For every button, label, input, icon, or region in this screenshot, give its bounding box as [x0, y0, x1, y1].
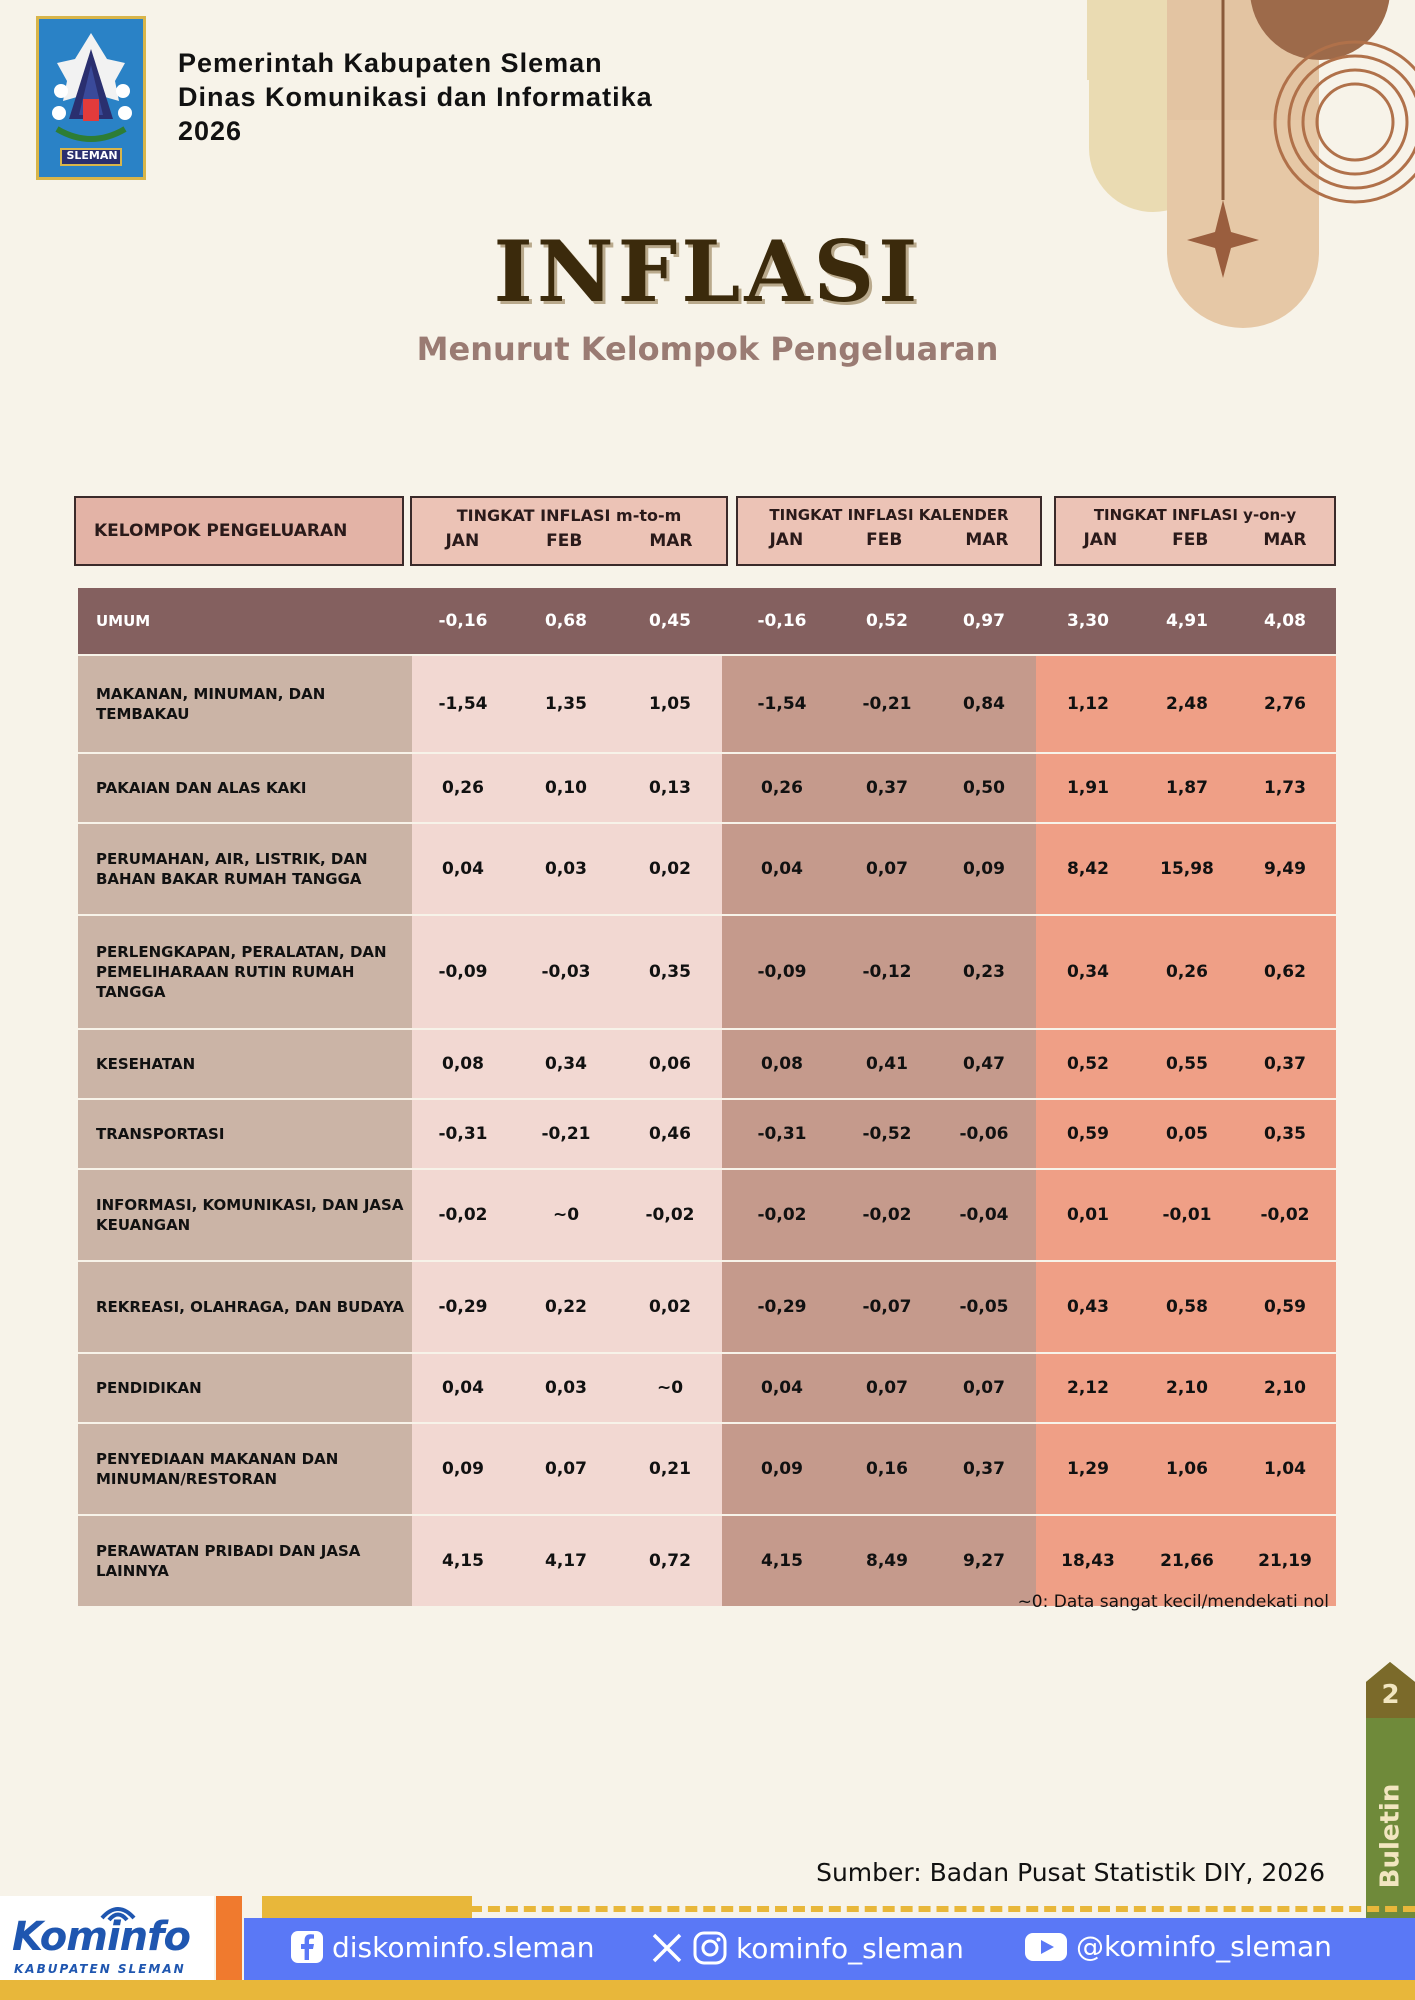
- table-cell: 0,04: [412, 1353, 514, 1423]
- facebook-handle: diskominfo.sleman: [332, 1930, 595, 1964]
- month-label: JAN: [1083, 530, 1118, 550]
- table-cell: -0,02: [618, 1169, 722, 1261]
- table-cell: 0,04: [412, 823, 514, 915]
- table-cell: 15,98: [1140, 823, 1234, 915]
- table-cell: 1,06: [1140, 1423, 1234, 1515]
- table-row: [78, 1261, 1336, 1353]
- row-label: TRANSPORTASI: [78, 1099, 412, 1169]
- table-cell: -1,54: [722, 655, 842, 753]
- table-row: [78, 1029, 1336, 1099]
- table-cell: 0,08: [412, 1029, 514, 1099]
- table-cell: 0,47: [932, 1029, 1036, 1099]
- table-cell: -0,02: [412, 1169, 514, 1261]
- table-cell: 18,43: [1036, 1515, 1140, 1607]
- month-label: MAR: [1263, 530, 1307, 550]
- logo-text: SLEMAN: [66, 149, 118, 162]
- table-cell: 0,22: [514, 1261, 618, 1353]
- table-cell: -0,06: [932, 1099, 1036, 1169]
- table-cell: -0,07: [842, 1261, 932, 1353]
- kominfo-subtext: KABUPATEN SLEMAN: [14, 1962, 186, 1976]
- table-cell: 0,08: [722, 1029, 842, 1099]
- table-cell: -0,02: [722, 1169, 842, 1261]
- table-cell: 0,07: [932, 1353, 1036, 1423]
- table-cell: 0,59: [1234, 1261, 1336, 1353]
- table-cell: ~0: [618, 1353, 722, 1423]
- row-label: PENYEDIAAN MAKANAN DAN MINUMAN/RESTORAN: [78, 1423, 412, 1515]
- bulletin-number: 2: [1381, 1680, 1400, 1710]
- table-cell: -0,21: [514, 1099, 618, 1169]
- table-cell: -0,04: [932, 1169, 1036, 1261]
- table-cell: -0,09: [412, 915, 514, 1029]
- month-label: JAN: [769, 530, 804, 550]
- table-cell: -0,02: [842, 1169, 932, 1261]
- table-cell: 4,17: [514, 1515, 618, 1607]
- table-cell: 0,34: [514, 1029, 618, 1099]
- header-group-yoy: [1054, 496, 1336, 566]
- table-cell: 1,12: [1036, 655, 1140, 753]
- table-cell: 8,49: [842, 1515, 932, 1607]
- header-group-mtm: [410, 496, 728, 566]
- table-cell: -0,31: [412, 1099, 514, 1169]
- table-cell: 0,05: [1140, 1099, 1234, 1169]
- row-label: PAKAIAN DAN ALAS KAKI: [78, 753, 412, 823]
- table-cell: -0,16: [722, 588, 842, 655]
- group-title: TINGKAT INFLASI y-on-y: [1093, 506, 1297, 524]
- month-label: FEB: [1172, 530, 1209, 550]
- table-cell: 4,15: [722, 1515, 842, 1607]
- table-cell: 0,37: [842, 753, 932, 823]
- table-cell: 4,15: [412, 1515, 514, 1607]
- table-cell: 0,03: [514, 1353, 618, 1423]
- table-cell: 1,35: [514, 655, 618, 753]
- kominfo-text: Kominfo: [12, 1914, 191, 1960]
- inflation-table: [78, 588, 1336, 1608]
- youtube-icon: [1024, 1931, 1068, 1963]
- table-cell: 0,58: [1140, 1261, 1234, 1353]
- table-cell: 0,09: [722, 1423, 842, 1515]
- table-cell: 4,91: [1140, 588, 1234, 655]
- table-cell: 9,27: [932, 1515, 1036, 1607]
- table-cell: -0,01: [1140, 1169, 1234, 1261]
- table-row: [78, 1353, 1336, 1423]
- table-cell: 21,19: [1234, 1515, 1336, 1607]
- row-label: PENDIDIKAN: [78, 1353, 412, 1423]
- instagram-icon: [692, 1930, 728, 1966]
- table-cell: -0,52: [842, 1099, 932, 1169]
- footnote: ~0: Data sangat kecil/mendekati nol: [1017, 1592, 1329, 1612]
- table-cell: 0,97: [932, 588, 1036, 655]
- table-row-umum: [78, 588, 1336, 655]
- table-cell: 8,42: [1036, 823, 1140, 915]
- x-instagram-link[interactable]: [650, 1930, 964, 1966]
- row-label: UMUM: [78, 588, 412, 655]
- table-cell: -0,21: [842, 655, 932, 753]
- footer-orange-bar: [216, 1896, 242, 1980]
- row-label: INFORMASI, KOMUNIKASI, DAN JASA KEUANGAN: [78, 1169, 412, 1261]
- row-label: REKREASI, OLAHRAGA, DAN BUDAYA: [78, 1261, 412, 1353]
- table-cell: -1,54: [412, 655, 514, 753]
- table-cell: 0,55: [1140, 1029, 1234, 1099]
- header-group-kalender: [736, 496, 1042, 566]
- table-cell: 0,16: [842, 1423, 932, 1515]
- table-cell: 9,49: [1234, 823, 1336, 915]
- row-label: PERAWATAN PRIBADI DAN JASA LAINNYA: [78, 1515, 412, 1607]
- table-cell: 0,72: [618, 1515, 722, 1607]
- table-cell: 2,48: [1140, 655, 1234, 753]
- table-cell: 0,45: [618, 588, 722, 655]
- table-cell: 0,52: [842, 588, 932, 655]
- header-org: [178, 46, 653, 148]
- table-cell: 0,02: [618, 1261, 722, 1353]
- table-cell: 0,37: [932, 1423, 1036, 1515]
- table-cell: 0,68: [514, 588, 618, 655]
- header-line-1: Pemerintah Kabupaten Sleman: [178, 48, 603, 78]
- table-cell: 0,01: [1036, 1169, 1140, 1261]
- table-cell: 0,52: [1036, 1029, 1140, 1099]
- month-label: FEB: [546, 531, 583, 551]
- table-cell: 0,84: [932, 655, 1036, 753]
- table-cell: 0,50: [932, 753, 1036, 823]
- source-text: Sumber: Badan Pusat Statistik DIY, 2026: [816, 1858, 1325, 1887]
- row-label: KESEHATAN: [78, 1029, 412, 1099]
- table-cell: -0,12: [842, 915, 932, 1029]
- table-row: [78, 823, 1336, 915]
- bulletin-label-wrap: [1366, 1756, 1415, 1916]
- table-cell: -0,29: [722, 1261, 842, 1353]
- table-cell: 0,13: [618, 753, 722, 823]
- table-cell: 0,07: [514, 1423, 618, 1515]
- footer-bottom-bar: [0, 1980, 1415, 2000]
- table-cell: 0,09: [932, 823, 1036, 915]
- table-cell: 0,07: [842, 823, 932, 915]
- header-kelompok: KELOMPOK PENGELUARAN: [74, 496, 404, 566]
- table-cell: 1,91: [1036, 753, 1140, 823]
- table-cell: -0,09: [722, 915, 842, 1029]
- table-row: [78, 753, 1336, 823]
- table-cell: 0,10: [514, 753, 618, 823]
- table-cell: 2,10: [1140, 1353, 1234, 1423]
- month-label: JAN: [445, 531, 480, 551]
- table-cell: 21,66: [1140, 1515, 1234, 1607]
- table-row: [78, 655, 1336, 753]
- table-row: [78, 1169, 1336, 1261]
- x-icon: [650, 1931, 684, 1965]
- table-cell: 0,41: [842, 1029, 932, 1099]
- row-label: PERUMAHAN, AIR, LISTRIK, DAN BAHAN BAKAR RUMAH TANGGA: [78, 823, 412, 915]
- table-cell: 2,10: [1234, 1353, 1336, 1423]
- table-cell: 1,05: [618, 655, 722, 753]
- table-cell: 0,23: [932, 915, 1036, 1029]
- table-cell: 3,30: [1036, 588, 1140, 655]
- table-cell: 0,46: [618, 1099, 722, 1169]
- table-cell: 0,35: [618, 915, 722, 1029]
- table-cell: 1,87: [1140, 753, 1234, 823]
- table-cell: 0,09: [412, 1423, 514, 1515]
- table-cell: 0,21: [618, 1423, 722, 1515]
- table-cell: 0,34: [1036, 915, 1140, 1029]
- table-cell: ~0: [514, 1169, 618, 1261]
- table-cell: 0,37: [1234, 1029, 1336, 1099]
- table-cell: 0,26: [412, 753, 514, 823]
- table-cell: 0,04: [722, 1353, 842, 1423]
- facebook-link[interactable]: [290, 1930, 594, 1964]
- table-cell: 2,12: [1036, 1353, 1140, 1423]
- table-cell: 0,26: [722, 753, 842, 823]
- table-cell: -0,05: [932, 1261, 1036, 1353]
- table-cell: 0,07: [842, 1353, 932, 1423]
- table-cell: 0,04: [722, 823, 842, 915]
- table-cell: 0,35: [1234, 1099, 1336, 1169]
- header-line-2: Dinas Komunikasi dan Informatika: [178, 82, 653, 112]
- x-instagram-handle: kominfo_sleman: [736, 1931, 964, 1965]
- month-label: MAR: [649, 531, 693, 551]
- table-cell: 0,26: [1140, 915, 1234, 1029]
- bulletin-label: Buletin: [1375, 1783, 1406, 1889]
- footer-dash-line: [470, 1906, 1415, 1912]
- header-line-3: 2026: [178, 116, 243, 146]
- table-cell: -0,29: [412, 1261, 514, 1353]
- table-cell: -0,03: [514, 915, 618, 1029]
- table-cell: 1,04: [1234, 1423, 1336, 1515]
- row-label: MAKANAN, MINUMAN, DAN TEMBAKAU: [78, 655, 412, 753]
- table-cell: 0,06: [618, 1029, 722, 1099]
- table-cell: 0,43: [1036, 1261, 1140, 1353]
- table-cell: 0,03: [514, 823, 618, 915]
- month-label: FEB: [866, 530, 903, 550]
- table-row: [78, 1423, 1336, 1515]
- page-subtitle: Menurut Kelompok Pengeluaran: [416, 330, 999, 368]
- row-label: PERLENGKAPAN, PERALATAN, DAN PEMELIHARAAN RUTIN RUMAH TANGGA: [78, 915, 412, 1029]
- table-cell: 0,59: [1036, 1099, 1140, 1169]
- table-cell: 1,73: [1234, 753, 1336, 823]
- table-row: [78, 915, 1336, 1029]
- youtube-link[interactable]: [1024, 1930, 1332, 1963]
- page-title: INFLASI: [493, 222, 922, 321]
- table-cell: -0,16: [412, 588, 514, 655]
- group-title: TINGKAT INFLASI KALENDER: [769, 506, 1009, 524]
- facebook-icon: [290, 1930, 324, 1964]
- table-cell: -0,02: [1234, 1169, 1336, 1261]
- month-label: MAR: [965, 530, 1009, 550]
- table-cell: 1,29: [1036, 1423, 1140, 1515]
- table-cell: 0,62: [1234, 915, 1336, 1029]
- group-title: TINGKAT INFLASI m-to-m: [456, 506, 682, 525]
- table-cell: -0,31: [722, 1099, 842, 1169]
- table-cell: 4,08: [1234, 588, 1336, 655]
- table-row: [78, 1099, 1336, 1169]
- table-cell: 0,02: [618, 823, 722, 915]
- table-cell: 2,76: [1234, 655, 1336, 753]
- youtube-handle: @kominfo_sleman: [1076, 1930, 1332, 1963]
